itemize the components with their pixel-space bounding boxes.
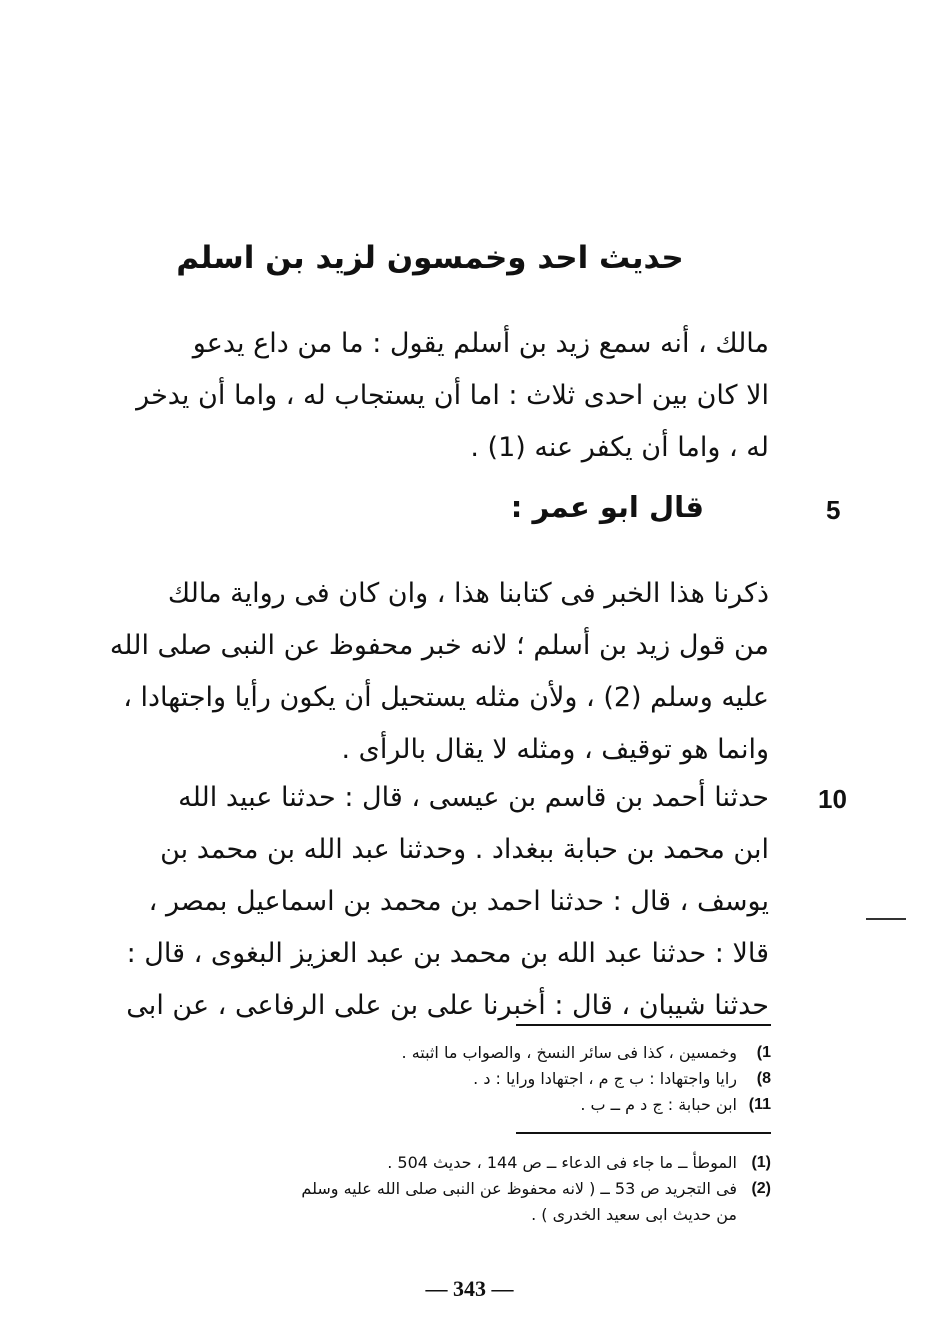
note-number: 11) <box>748 1096 771 1113</box>
text-line: ذكرنا هذا الخبر فى كتابنا هذا ، وان كان فى رواية مالك <box>167 578 769 609</box>
text-line: عليه وسلم (2) ، ولأن مثله يستحيل أن يكون رأيا واجتهادا ، <box>123 682 769 713</box>
text-line: وانما هو توقيف ، ومثله لا يقال بالرأى . <box>341 734 769 765</box>
footnote-divider <box>516 1132 771 1134</box>
text-line: من قول زيد بن أسلم ؛ لانه خبر محفوظ عن النبى صلى الله <box>109 630 769 661</box>
note-number: 8) <box>756 1070 771 1087</box>
text-line: الا كان بين احدى ثلاث : اما أن يستجاب له ، واما أن يدخر <box>136 380 769 411</box>
apparatus-note <box>211 1040 771 1066</box>
text-line: مالك ، أنه سمع زيد بن أسلم يقول : ما من داع يدعو <box>192 328 769 359</box>
text-line: قالا : حدثنا عبد الله بن محمد بن عبد العزيز البغوى ، قال : <box>126 938 769 969</box>
footnote <box>131 1176 771 1202</box>
text-line: حدثنا شيبان ، قال : أخبرنا على بن على الرفاعى ، عن ابى <box>126 990 769 1021</box>
text-line: حدثنا أحمد بن قاسم بن عيسى ، قال : حدثنا عبيد الله <box>178 782 769 813</box>
note-text: ابن حبابة : ج د م ــ ب . <box>580 1095 737 1114</box>
footnote-text: فى التجريد ص 53 ــ ( لانه محفوظ عن النبى صلى الله عليه وسلم <box>301 1179 737 1198</box>
footnote-text: الموطأ ــ ما جاء فى الدعاء ــ ص 144 ، حديث 504 . <box>387 1153 737 1172</box>
apparatus-divider <box>516 1024 771 1026</box>
text-line: يوسف ، قال : حدثنا احمد بن محمد بن اسماعيل بمصر ، <box>148 886 769 917</box>
page-number: — 343 — <box>425 1276 514 1301</box>
line-number-10: 10 <box>818 784 847 814</box>
footnote-number: (1) <box>751 1154 771 1171</box>
footnotes <box>131 1150 771 1228</box>
isnad-paragraph <box>101 772 769 1032</box>
apparatus-note <box>211 1066 771 1092</box>
chapter-title: حديث احد وخمسون لزيد بن اسلم <box>176 240 684 276</box>
note-text: رايا واجتهادا : ب ج م ، اجتهادا ورايا : د . <box>473 1069 737 1088</box>
footnote-continuation: من حديث ابى سعيد الخدرى ) . <box>531 1205 737 1224</box>
footnote <box>131 1150 771 1176</box>
apparatus-note <box>211 1092 771 1118</box>
text-line: له ، واما أن يكفر عنه (1) . <box>470 432 769 463</box>
margin-mark <box>866 918 906 920</box>
commentary-paragraph <box>101 568 769 776</box>
line-number-5: 5 <box>826 495 841 525</box>
apparatus-notes <box>211 1040 771 1118</box>
hadith-paragraph <box>101 318 769 474</box>
section-heading: قال ابو عمر : <box>510 490 704 524</box>
text-line: ابن محمد بن حبابة ببغداد . وحدثنا عبد الله بن محمد بن <box>160 834 769 865</box>
note-number: 1) <box>756 1044 771 1061</box>
note-text: وخمسين ، كذا فى سائر النسخ ، والصواب ما اثبته . <box>401 1043 737 1062</box>
footnote-number: (2) <box>751 1180 771 1197</box>
